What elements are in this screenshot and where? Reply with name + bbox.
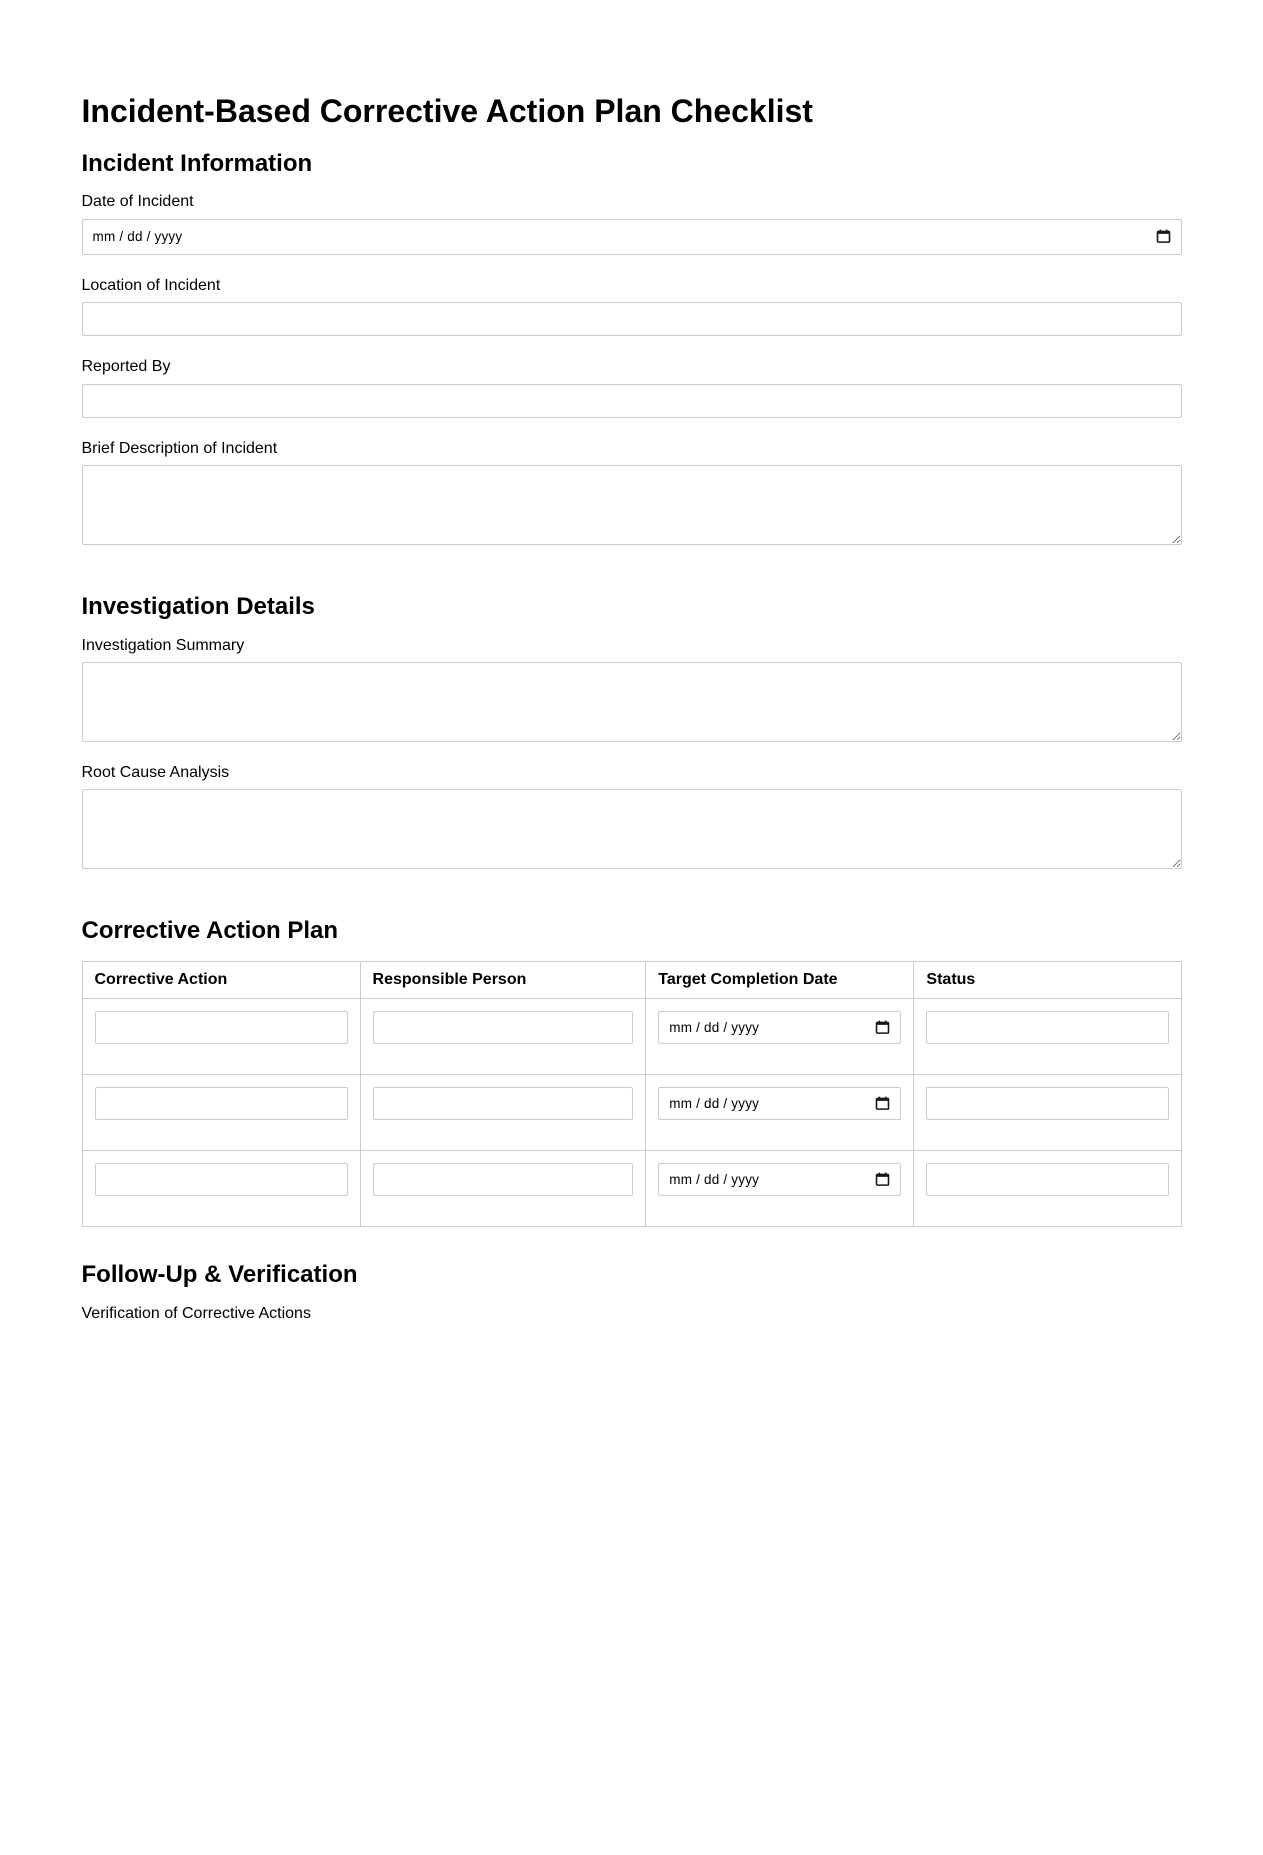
- root-cause-analysis-textarea[interactable]: [82, 789, 1182, 869]
- calendar-icon[interactable]: [1156, 229, 1171, 244]
- calendar-icon[interactable]: [875, 1172, 890, 1187]
- field-label-location-of-incident: Location of Incident: [81, 276, 221, 294]
- form-group-root-cause-analysis: [82, 764, 1182, 869]
- responsible-person-input-row3[interactable]: [373, 1163, 634, 1196]
- corrective-action-input-row2[interactable]: [95, 1087, 348, 1120]
- table-row: [82, 1074, 1181, 1150]
- col-header-corrective-action: Corrective Action: [82, 961, 360, 998]
- responsible-person-input-row1[interactable]: [373, 1011, 634, 1044]
- calendar-icon[interactable]: [875, 1020, 890, 1035]
- form-group-location-of-incident: [82, 277, 1182, 336]
- status-input-row1[interactable]: [926, 1011, 1168, 1044]
- section-incident-information: [82, 150, 1182, 545]
- section-heading-corrective-action-plan: Corrective Action Plan: [81, 917, 339, 945]
- table-row: [82, 998, 1181, 1074]
- status-input-row2[interactable]: [926, 1087, 1168, 1120]
- section-heading-incident-information: Incident Information: [81, 149, 313, 177]
- corrective-action-input-row3[interactable]: [95, 1163, 348, 1196]
- form-group-brief-description: [82, 440, 1182, 545]
- form-container: [82, 0, 1182, 1323]
- section-corrective-action-plan: [82, 917, 1182, 1227]
- date-placeholder-text: mm / dd / yyyy: [92, 229, 183, 245]
- responsible-person-input-row2[interactable]: [373, 1087, 634, 1120]
- target-date-input-row3[interactable]: [658, 1163, 901, 1196]
- date-placeholder-text: mm / dd / yyyy: [669, 1019, 760, 1035]
- status-input-row3[interactable]: [926, 1163, 1168, 1196]
- field-label-reported-by: Reported By: [81, 358, 171, 376]
- reported-by-input[interactable]: [82, 384, 1182, 418]
- field-label-investigation-summary: Investigation Summary: [81, 636, 245, 654]
- form-group-verification: [82, 1305, 1182, 1323]
- table-row: [82, 1150, 1181, 1226]
- col-header-responsible-person: Responsible Person: [360, 961, 646, 998]
- section-heading-investigation-details: Investigation Details: [81, 592, 315, 620]
- section-follow-up-verification: [82, 1261, 1182, 1323]
- col-header-target-completion-date: Target Completion Date: [646, 961, 914, 998]
- date-placeholder-text: mm / dd / yyyy: [669, 1171, 760, 1187]
- target-date-input-row1[interactable]: [658, 1011, 901, 1044]
- field-label-date-of-incident: Date of Incident: [81, 193, 194, 211]
- corrective-action-table: [82, 961, 1182, 1227]
- field-label-verification: Verification of Corrective Actions: [81, 1304, 311, 1322]
- location-of-incident-input[interactable]: [82, 302, 1182, 336]
- col-header-status: Status: [914, 961, 1181, 998]
- investigation-summary-textarea[interactable]: [82, 662, 1182, 742]
- date-placeholder-text: mm / dd / yyyy: [669, 1095, 760, 1111]
- date-of-incident-input[interactable]: [82, 219, 1182, 255]
- field-label-brief-description: Brief Description of Incident: [81, 439, 278, 457]
- brief-description-textarea[interactable]: [82, 465, 1182, 545]
- form-group-investigation-summary: [82, 637, 1182, 742]
- section-investigation-details: [82, 593, 1182, 869]
- calendar-icon[interactable]: [875, 1096, 890, 1111]
- table-header-row: [82, 961, 1181, 998]
- form-group-reported-by: [82, 358, 1182, 417]
- page-title: Incident-Based Corrective Action Plan Checklist: [81, 93, 813, 129]
- corrective-action-input-row1[interactable]: [95, 1011, 348, 1044]
- section-heading-follow-up-verification: Follow-Up & Verification: [81, 1260, 358, 1288]
- form-group-date-of-incident: [82, 193, 1182, 254]
- target-date-input-row2[interactable]: [658, 1087, 901, 1120]
- field-label-root-cause-analysis: Root Cause Analysis: [81, 763, 230, 781]
